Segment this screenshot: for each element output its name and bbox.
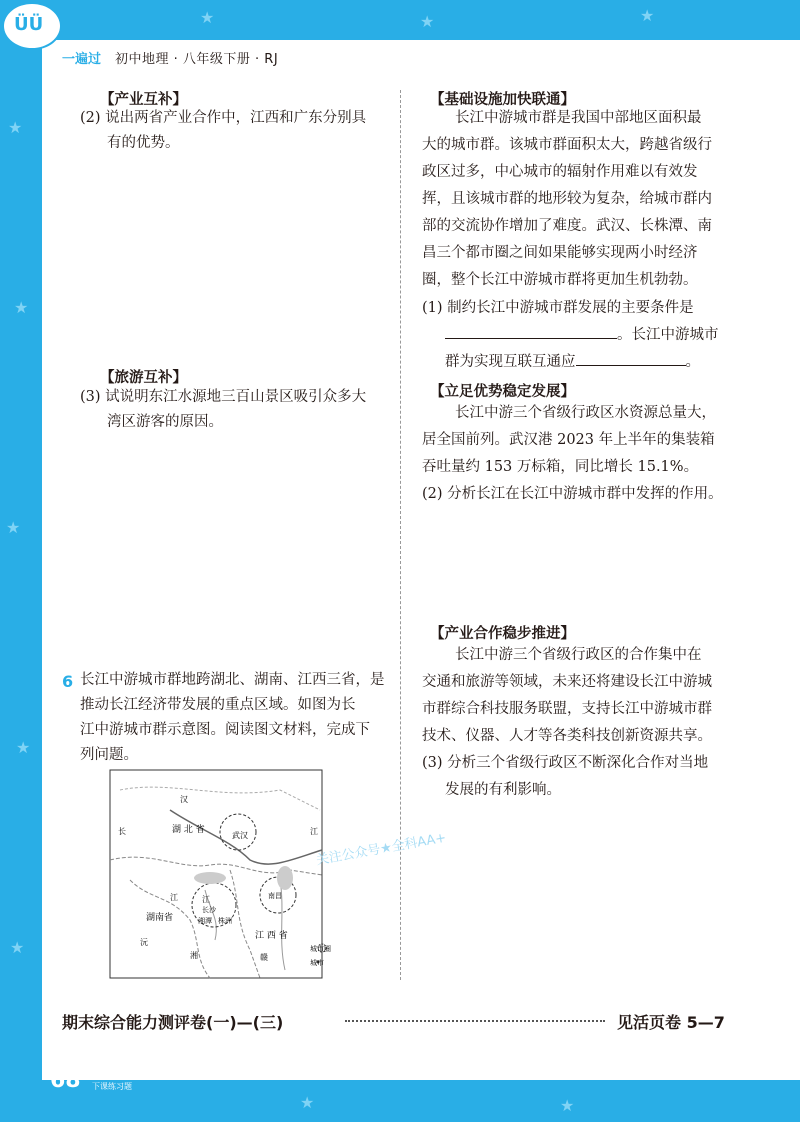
legend-city: 城市 xyxy=(310,959,324,967)
label-river-4: 江 xyxy=(170,893,178,902)
section-infrastructure: 【基础设施加快联通】 xyxy=(430,92,575,108)
coop-line-2: 交通和旅游等领域，未来还将建设长江中游城 xyxy=(422,674,712,690)
question-3-right-cont: 发展的有利影响。 xyxy=(445,782,561,798)
label-jiangxi: 江 西 省 xyxy=(255,931,288,941)
question-3-left: (3) 试说明东江水源地三百山景区吸引众多大 xyxy=(80,389,367,405)
answer-blank-1[interactable] xyxy=(445,322,617,339)
q6-line-4: 列问题。 xyxy=(80,747,138,763)
question-3-left-cont: 湾区游客的原因。 xyxy=(107,414,223,430)
question-1-right: (1) 制约长江中游城市群发展的主要条件是 xyxy=(422,300,694,316)
label-nanchang: 南昌 xyxy=(268,892,282,900)
question-2-right: (2) 分析长江在长江中游城市群中发挥的作用。 xyxy=(422,486,723,502)
infra-line-1: 长江中游城市群是我国中部地区面积最 xyxy=(455,110,702,126)
question-1-right-end: 。 xyxy=(685,354,700,370)
label-zhuzhou: 株洲 xyxy=(218,917,232,925)
coop-line-4: 技术、仪器、人才等各类科技创新资源共享。 xyxy=(422,728,712,744)
adv-line-3: 吞吐量约 153 万标箱，同比增长 15.1%。 xyxy=(422,459,699,475)
question-1-right-line2 xyxy=(445,322,719,349)
frame-star-icon: ★ xyxy=(640,6,655,25)
question-1-right-line3 xyxy=(445,349,700,376)
label-river-1: 长 xyxy=(118,827,126,836)
infra-line-6: 昌三个都市圈之间如果能够实现两小时经济 xyxy=(422,245,698,261)
frame-star-icon: ★ xyxy=(6,518,21,537)
label-xiang-river: 湘 xyxy=(190,951,198,960)
section-tourism: 【旅游互补】 xyxy=(100,370,187,386)
question-3-right: (3) 分析三个省级行政区不断深化合作对当地 xyxy=(422,755,709,771)
worksheet-ref: 见活页卷 5—7 xyxy=(617,1013,725,1032)
frame-star-icon: ★ xyxy=(560,1096,575,1115)
label-xiangtan: 湘潭 xyxy=(198,917,212,925)
frame-star-icon: ★ xyxy=(420,12,435,31)
coop-line-1: 长江中游三个省级行政区的合作集中在 xyxy=(455,647,702,663)
label-hubei: 湖 北 省 xyxy=(172,825,205,835)
slogan xyxy=(92,1072,132,1092)
label-hunan: 湖南省 xyxy=(146,913,174,923)
label-yuan-river: 沅 xyxy=(140,938,148,947)
question-1-right-cont: 。长江中游城市 xyxy=(617,327,719,343)
q6-line-3: 江中游城市群示意图。阅读图文材料，完成下 xyxy=(80,722,370,738)
section-advantage: 【立足优势稳定发展】 xyxy=(430,384,575,400)
infra-line-4: 挥，且该城市群的地形较为复杂，给城市群内 xyxy=(422,191,712,207)
slogan-line-2: 下课练习题 xyxy=(92,1082,132,1091)
label-changsha: 长沙 xyxy=(202,906,216,914)
slogan-line-1: 上课认真听 xyxy=(92,1072,132,1081)
watermark: 关注公众号★全科AA+ xyxy=(315,830,448,869)
page-number: 68 xyxy=(50,1068,81,1093)
label-wuhan: 武汉 xyxy=(232,831,248,840)
label-river-2: 江 xyxy=(310,827,318,836)
exam-title: 期末综合能力测评卷(一)—(三) xyxy=(62,1013,284,1032)
infra-line-5: 部的交流协作增加了难度。武汉、长株潭、南 xyxy=(422,218,712,234)
frame-star-icon: ★ xyxy=(300,1093,315,1112)
label-han-river: 汉 xyxy=(180,795,188,804)
section-industry: 【产业互补】 xyxy=(100,92,187,108)
adv-line-1: 长江中游三个省级行政区水资源总量大， xyxy=(455,405,716,421)
infra-line-7: 圈，整个长江中游城市群将更加生机勃勃。 xyxy=(422,272,698,288)
logo-icon: ÜÜ xyxy=(2,2,62,50)
leader-dots xyxy=(345,1020,605,1022)
label-river-3: 江 xyxy=(202,895,210,904)
series-title: 一遍过 xyxy=(62,52,102,67)
adv-line-2: 居全国前列。武汉港 2023 年上半年的集装箱 xyxy=(422,432,715,448)
infra-line-2: 大的城市群。该城市群面积太大，跨越省级行 xyxy=(422,137,712,153)
question-1-right-cont2: 群为实现互联互通应 xyxy=(445,354,576,370)
answer-blank-2[interactable] xyxy=(576,349,686,366)
q6-line-1: 长江中游城市群地跨湖北、湖南、江西三省，是 xyxy=(80,672,385,688)
section-cooperation: 【产业合作稳步推进】 xyxy=(430,626,575,642)
frame-star-icon: ★ xyxy=(10,938,25,957)
frame-star-icon: ★ xyxy=(8,118,23,137)
coop-line-3: 市群综合科技服务联盟，支持长江中游城市群 xyxy=(422,701,712,717)
infra-line-3: 政区过多，中心城市的辐射作用难以有效发 xyxy=(422,164,698,180)
frame-star-icon: ★ xyxy=(14,298,29,317)
q6-line-2: 推动长江经济带发展的重点区域。如图为长 xyxy=(80,697,356,713)
city-cluster-map xyxy=(110,770,331,978)
frame-star-icon: ★ xyxy=(16,738,31,757)
question-2-left: (2) 说出两省产业合作中，江西和广东分别具 xyxy=(80,110,367,126)
question-6-number: 6 xyxy=(62,672,74,691)
label-gan-river: 赣 xyxy=(260,953,268,962)
question-2-left-cont: 有的优势。 xyxy=(107,135,180,151)
book-title: 初中地理 · 八年级下册 · RJ xyxy=(115,52,279,67)
legend-area: 城市圈 xyxy=(310,945,331,953)
frame-star-icon: ★ xyxy=(200,8,215,27)
